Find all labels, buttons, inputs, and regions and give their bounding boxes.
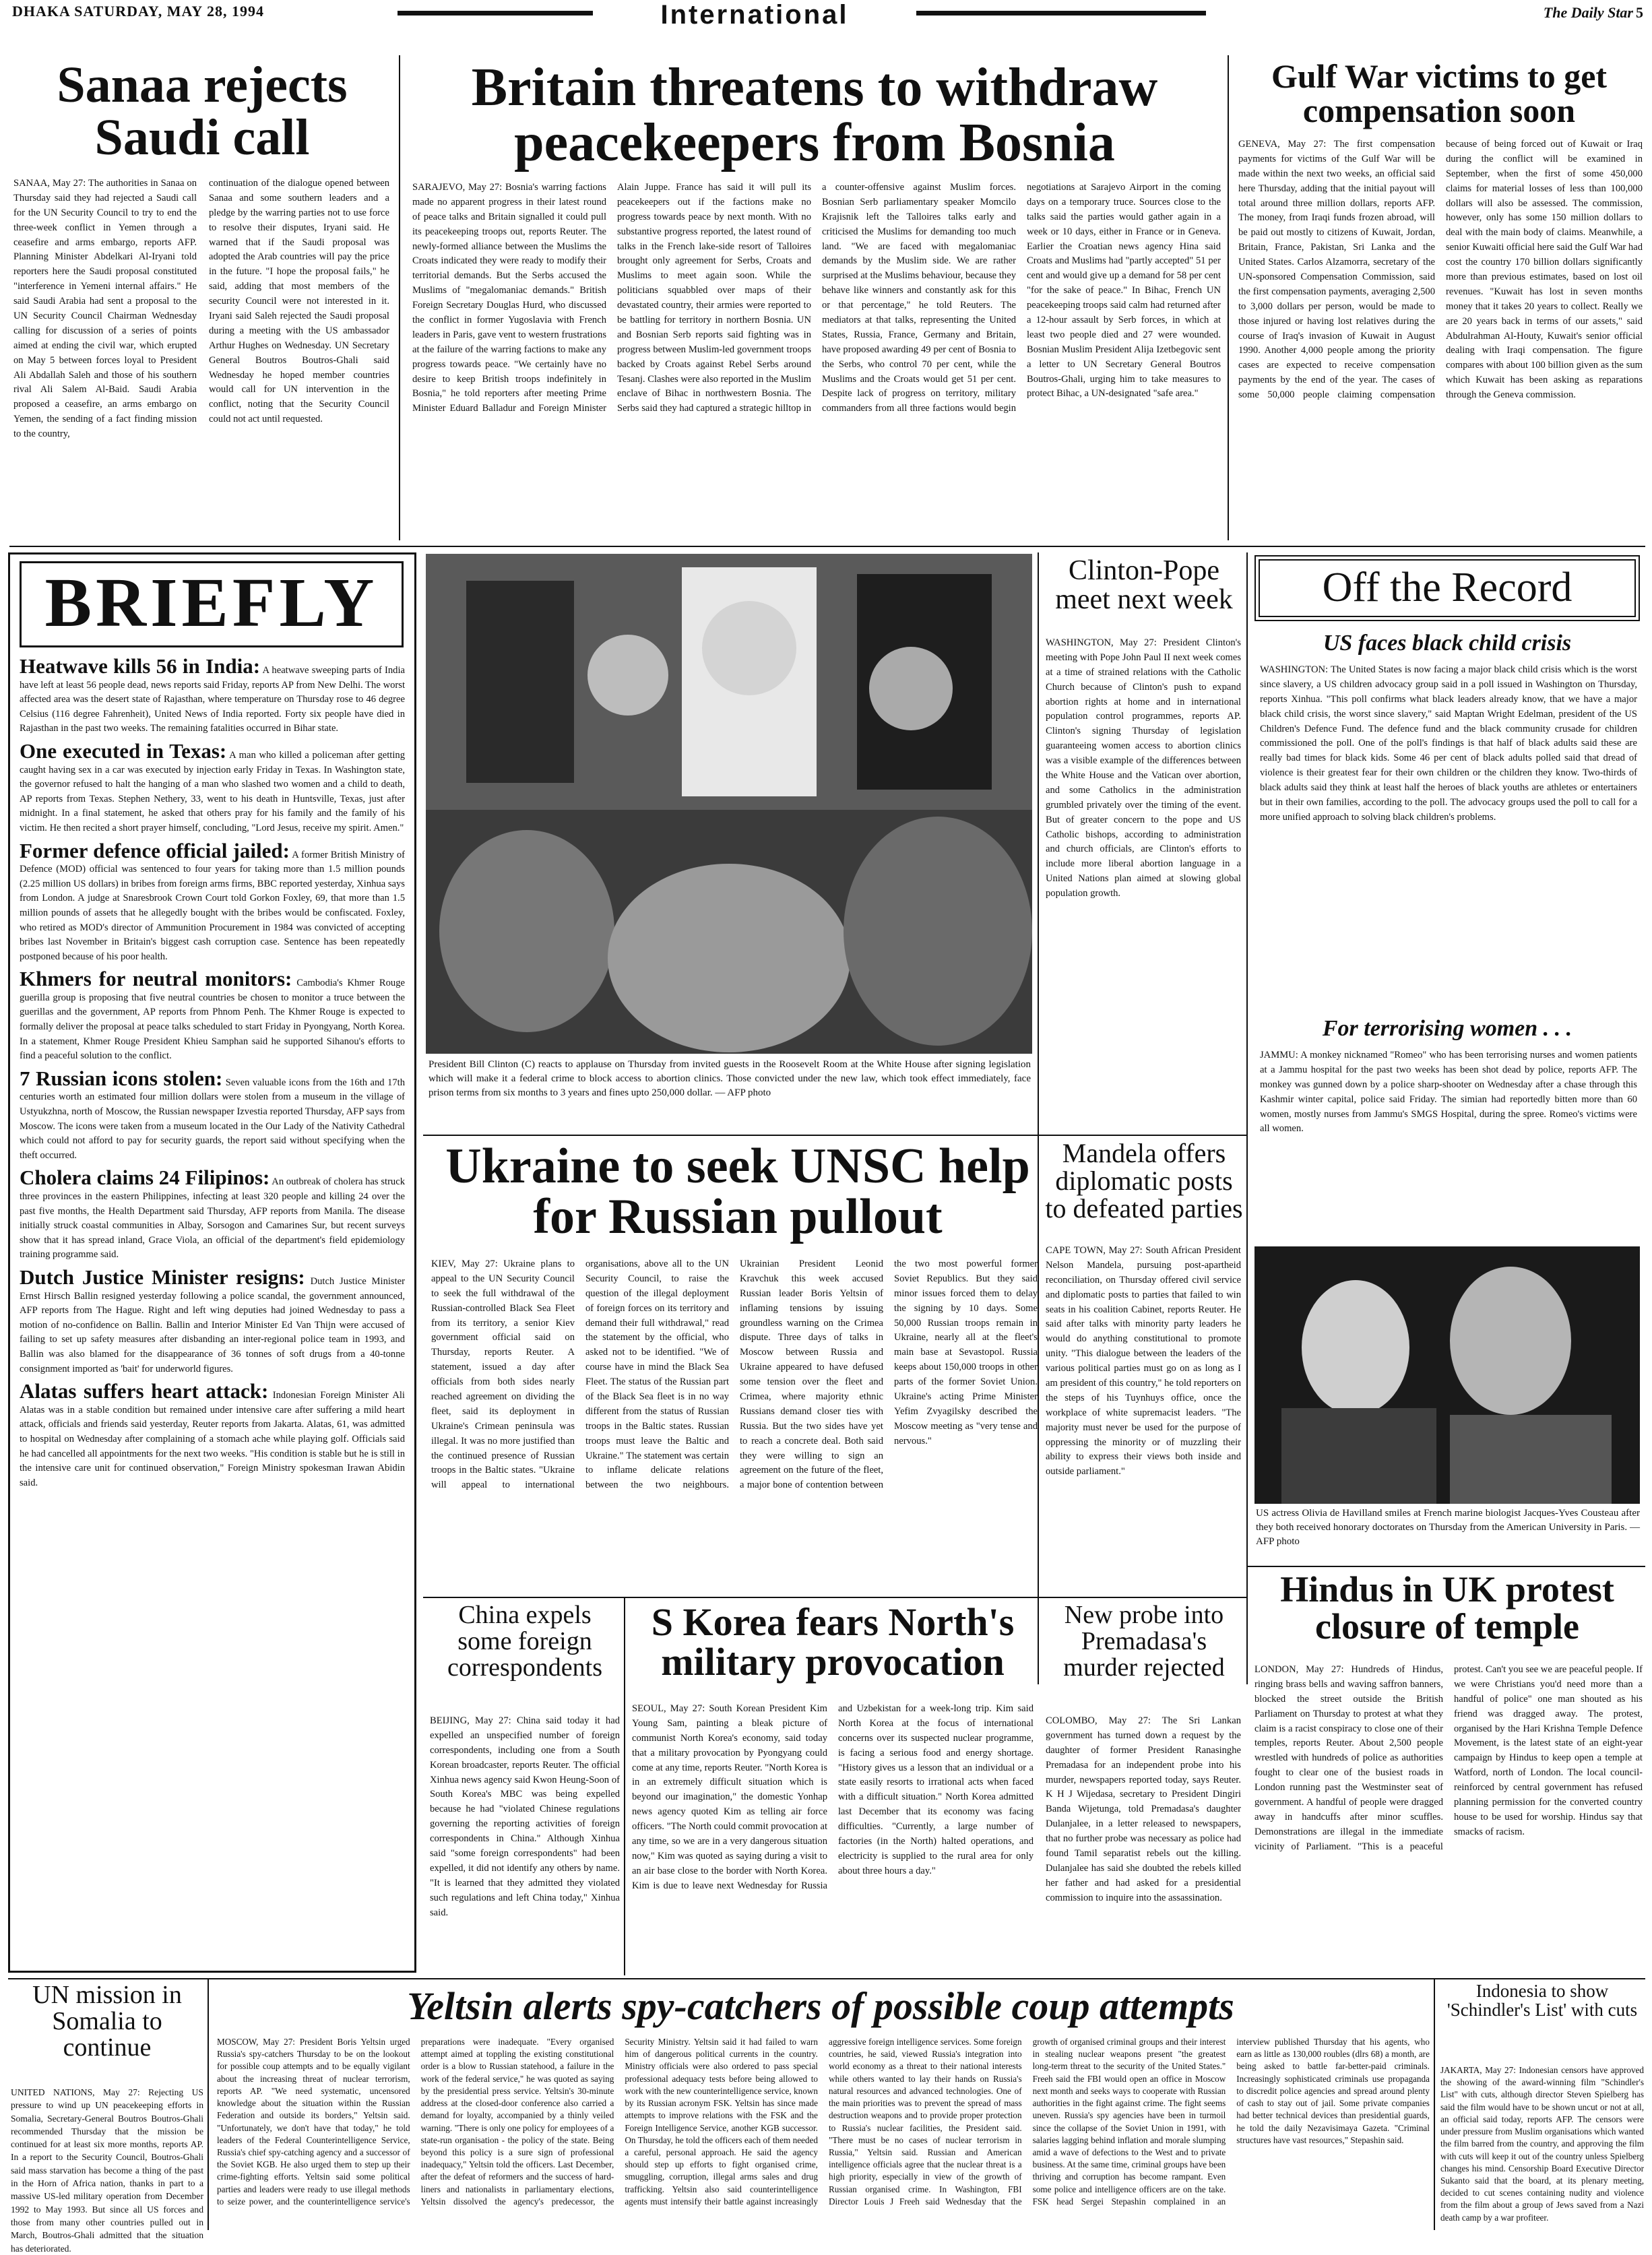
brief-item [20, 656, 405, 736]
brief-text: Seven valuable icons from the 16th and 17th centuries worth an estimated four million dollars were stolen from a museum in the village of Ustyukzhna, north of Moscow, the Russian newspaper Izvestia reported Thursday, AFP says from Moscow. The icons were taken from a museum located in the Our Lady of the Nativity Cathedral which could not afford to pay for security guards, the report said without specifying when the theft occurred. [20, 1077, 405, 1161]
column-rule [624, 1598, 625, 1975]
brief-item [20, 1167, 405, 1263]
sanaa-col1: SANAA, May 27: The authorities in Sanaa on Thursday said they had rejected a Saudi call for the UN Security Council to try to end the three-week conflict in Yemen through a ceasefire and arms embargo, reports AFP. Planning Minister Abdelkari Al-Iryani told reporters here the Saudi proposal constituted "interference in Yemeni internal affairs." He said Saudi Arabia had sent a proposal to the UN Security Council Chairman Wednesday calling for discussion of a series of points aimed at ending the civil war, which erupted on May 5 between forces loyal to President Ali Abdallah Saleh and those of his southern rival Ali Salem Al-Baid. Saudi Arabia proposed a ceasefire, an arms embargo on Yemen, the sending of a fact finding mission to the country, [13, 178, 197, 440]
masthead: The Daily Star [1543, 4, 1633, 21]
china-body: BEIJING, May 27: China said today it had expelled an unspecified number of foreign correspondents, including one from a South Korean broadcaster, reports Reuter. The official Xinhua news agency said Kwon Heung-Soon of South Korea's MBC was being expelled because he had "violated Chinese regulations governing the reporting activities of foreign correspondents in China." Although Xinhua said "some foreign correspondents" had been expelled, it did not identify any others by name. "It is learned that they admitted they violated such regulations and left China today," Xinhua said. [430, 1715, 620, 1918]
column-rule [1038, 552, 1039, 1684]
brief-text: A man who killed a policeman after getting caught having sex in a car was executed by injection early Friday in Texas. In Washington state, the governor refused to halt the hanging of a man who slashed two women and a child to death, AP reports from Texas. Stephen Nethery, 33, went to his death in Huntsville, Texas, just after midnight. In a final statement, he asked that others pray for his family and the family of his victim. He then recited a short prayer himself, concluding, "Lord Jesus, receive my spirit. Amen." [20, 749, 406, 833]
sanaa-col2: continuation of the dialogue opened between Sanaa and some southern leaders and a pledge by the warring parties not to use force to resolve their disputes, Iryani said. He warned that if the Saudi proposal was adopted the Arab countries will pay the price in the future. "I hope the proposal fails," he said, adding that most members of the security Council were not interested in it. Iryani said Saleh rejected the Saudi proposal during a meeting with the US ambassador Arthur Hughes on Wednesday. UN Secretary General Boutros Boutros-Ghali said Wednesday he hoped member countries would call for UN intervention in the conflict, noting that the Security Council could not act until requested. [209, 178, 389, 425]
column-rule [1434, 1979, 1435, 2230]
ukraine-headline: Ukraine to seek UNSC help for Russian pullout [445, 1139, 1030, 1245]
brief-text: Cambodia's Khmer Rouge guerilla group is proposing that five neutral countries be chosen to monitor a truce between the guerillas and the government, AP reports from Phnom Penh. The Khmer Rouge is expected to formally deliver the proposal at peace talks scheduled to start Friday in Pyongyang, North Korea. In a statement, Khmer Rouge President Khieu Samphan said he supported Sihanou's efforts to find a peaceful solution to the conflict. [20, 978, 405, 1062]
mandela-body: CAPE TOWN, May 27: South African President Nelson Mandela, pursuing post-apartheid reconciliation, on Thursday offered civil service and diplomatic posts to parties that failed to win seats in his coalition Cabinet, reports Reuter. He said after talks with minority party leaders he would do anything constitutional to promote unity. "This dialogue between the leaders of the various political parties must go on as long as I am president of this country," he told reporters on the steps of his Tuynhuys office, once the workplace of white supremacist leaders. "The majority must never be used for the purpose of oppressing the minority or of muzzling their ability to express their views both inside and outside parliament." [1046, 1245, 1241, 1478]
brief-item [20, 840, 405, 965]
otr-headline-1: US faces black child crisis [1323, 631, 1572, 656]
row-rule [423, 1135, 1246, 1136]
premadasa-body: COLOMBO, May 27: The Sri Lankan government has turned down a request by the daughter of former President Ranasinghe Premadasa for an independent probe into his murder, newspapers reported today, says Reuter. K H J Wijedasa, secretary to President Dingiri Banda Wijetunga, told Premadasa's daughter Dulanjalee, in a letter released to newspapers, that no further probe was necessary as police had found Tamil separatist rebels out the killing. Dulanjalee has said she doubted the rebels killed her father and had asked for a presidential commission to inquire into the assassination. [1046, 1715, 1241, 1903]
yeltsin-headline: Yeltsin alerts spy-catchers of possible coup attempts [407, 1984, 1234, 2028]
row-rule [8, 1978, 1645, 1979]
gulf-headline: Gulf War victims to get compensation soon [1271, 57, 1608, 129]
page-dateline: DHAKA SATURDAY, MAY 28, 1994 [12, 3, 264, 20]
column-rule [1228, 55, 1229, 540]
brief-item [20, 1267, 405, 1376]
bosnia-body: SARAJEVO, May 27: Bosnia's warring factions made no apparent progress in their latest round of peace talks and Britain signalled it could pull its peacekeeping troops out, reports Reuter. The newly-formed alliance between the Muslims the Croats indicated they were ready to modify their territorial demands. But the Serbs accused the Muslims of "megalomaniac demands." British Foreign Secretary Douglas Hurd, who discussed the conflict in former Yugoslavia with French leaders in Paris, gave vent to western frustrations at the failure of the warring factions to make any progress towards peace. "We certainly have no desire to keep British troops indefinitely in Bosnia," he told reporters after meeting Prime Minister Eduard Balladur and Foreign Minister Alain Juppe. France has said it will pull its peacekeepers out if the factions make no progress towards peace by next month. With no substantive progress reported, the latest round of talks in the French lake-side resort of Talloires brought only agreement for Serbs, Croats and Muslims to meet again soon. While the politicians squabbled over maps of their devastated country, their armies were reported to be battling for territory in northern Bosnia. UN and Bosnian Serb reports said fighting was in progress between Muslim-led government troops backed by Croats against Rebel Serbs around Tesanj. Clashes were also reported in the Muslim enclave of Bihac in northwestern Bosnia. The Serbs said they had captured a strategic hilltop in a counter-offensive against Muslim forces. Bosnian Serb parliamentary speaker Momcilo Krajisnik left the Talloires talks early and criticised the Muslims for demanding too much land. "We are faced with megalomaniac demands by the Muslim side. We are rather surprised at the Muslims behaviour, because they behave like winners and constantly ask for this or that percentage," he told Reuters. The mediators at that talks, representing the United States, Russia, France, Germany and Britain, have proposed awarding 49 per cent of Bosnia to the Serbs, who control 70 per cent, while the Muslims and the Croats would get 51 per cent. Despite lack of progress on territory, military commanders from all three factions would begin negotiations at Sarajevo Airport in the coming days on a temporary truce. Sources close to the talks said the parties would gather again in a week or 10 days, either in France or in Geneva. Earlier the Croatian news agency Hina said Croats and Muslims had "partly accepted" 51 per cent and would give up a demand for 58 per cent "for the sake of peace." In Bihac, French UN peacekeeping troops said calm had returned after a 12-hour assault by Serb forces, in which at least two people died and 27 were wounded. Bosnian Muslim President Alija Izetbegovic sent a letter to UN Secretary General Boutros Boutros-Ghali, urging him to take measures to protect Bihac, a UN-designated "safe area." [412, 182, 1221, 414]
off-the-record [1254, 555, 1645, 1242]
premadasa-headline: New probe into Premadasa's murder rejected [1063, 1601, 1225, 1682]
page-number: 5 [1636, 4, 1644, 21]
brief-text: Indonesian Foreign Minister Ali Alatas was in a stable condition but remained under intensive care after suffering a mild heart attack, officials and friends said yesterday, Reuter reports from Jakarta. Alatas, 61, was admitted to hospital on Wednesday after complaining of a stomach ache while playing golf. Officials said he had cancelled all appointments for the next two weeks. "His condition is stable but he is still in the intensive care unit for continued observation," Foreign Ministry spokesman Irawan Abidin said. [20, 1390, 405, 1488]
hindus-headline: Hindus in UK protest closure of temple [1280, 1569, 1614, 1647]
brief-heading: Dutch Justice Minister resigns: [20, 1265, 305, 1289]
hindus-body: LONDON, May 27: Hundreds of Hindus, ringing brass bells and waving saffron banners, blocked the street outside the British Parliament on Thursday to protest at what they claim is a racist conspiracy to close one of their temples, reports Reuter. About 2,500 people wrestled with hundreds of police as authorities fought to clear one of the busiest roads in London running past the Westminster seat of government. A handful of people were dragged away in handcuffs after minor scuffles. Demonstrations are illegal in the immediate vicinity of Parliament. "This is a peaceful protest. Can't you see we are peaceful people. If we were Christians you'd need more than a handful of police" one man shouted as his friend was dragged away. The protest, organised by the Hari Krishna Temple Defence Movement, is the latest state of an eight-year campaign by Hindus to keep open a temple at Watford, north of London. The local council-reinforced by central government has refused planning permission for the converted country house to be used for worship. Hindus say that smacks of racism. [1254, 1664, 1643, 1852]
clinton-photo [426, 554, 1032, 1054]
otr-body-2: JAMMU: A monkey nicknamed "Romeo" who has been terrorising nurses and women patients at a Jammu hospital for the past two weeks has been shot dead by police, reports AFP. The monkey was gunned down by a police sharp-shooter on Wednesday after a chase through this Kashmir winter capital, police said Friday. The simian had reportedly bitten more than 60 women, mostly nurses from Jammu's SMGS Hospital, during the spree. Romeo's victims were all women. [1260, 1050, 1637, 1135]
ukraine-body: KIEV, May 27: Ukraine plans to appeal to the UN Security Council to seek the full withdrawal of the Russian-controlled Black Sea Fleet from its territory, a senior Kiev government official said on Thursday, reports Reuter. A statement, issued a day after officials from both sides nearly reached agreement on dividing the fleet, said its deployment in Ukraine's Crimean peninsula was illegal. It was no more justified than the continued presence of Russian troops in the Baltic states. "Ukraine will appeal to international organisations, above all to the UN Security Council, to raise the question of the illegal deployment of foreign forces on its territory and demand their full withdrawal," read the statement by the official, who asked not to be identified. "We of course have in mind the Black Sea Fleet. The status of the Russian part of the Black Sea fleet is in no way different from the status of Russian troops in the Baltic states. Russian troops must leave the Baltic and Ukraine." The statement was certain to inflame delicate relations between the two neighbours. Ukrainian President Leonid Kravchuk this week accused Russian leader Boris Yeltsin of inflaming tensions by issuing groundless warning on the Crimea dispute. Three days of talks in Moscow between Russia and Ukraine appeared to have defused some tension over the fleet and Crimea, where majority ethnic Russians demand closer ties with Russia. But the two sides have yet to reach a concrete deal. Both said they were willing to sign an agreement on the future of the fleet, a major bone of contention between the two most powerful former Soviet Republics. But they said minor issues forced them to delay the signing by 10 days. Some 50,000 Russian troops remain in Ukraine, nearly all at the fleet's main base at Sevastopol. Russia keeps about 150,000 troops in other parts of the former Soviet Union. Ukraine's acting Prime Minister Yefim Zvyagilsky described the Moscow meeting as "very tense and nervous." [431, 1259, 1038, 1491]
column-rule [1246, 552, 1248, 1684]
brief-text: A former British Ministry of Defence (MOD) official was sentenced to four years for taking more than 1.5 million pounds (2.25 million US dollars) in bribes from foreign arms firms, BBC reported yesterday, Xinhua says from London. A judge at Snaresbrook Crown Court told Gorkon Foxley, 69, that more than 1.5 million pounds of assets that he allegedly bought with the bribes would be confiscated. Foxley, who retired as MOD's director of Ammunition Procurement in 1984 was convicted of accepting bribes last November in Britain's biggest cash corruption case. Sentence has been repeatedly postponed because of his poor health. [20, 849, 406, 962]
mandela-headline: Mandela offers diplomatic posts to defeated parties [1045, 1138, 1243, 1224]
brief-heading: Cholera claims 24 Filipinos: [20, 1166, 270, 1190]
brief-heading: Khmers for neutral monitors: [20, 967, 292, 991]
briefly-banner: BRIEFLY [20, 561, 404, 647]
clinton-photo-shapes [426, 554, 1032, 1054]
otr-body-1: WASHINGTON: The United States is now facing a major black child crisis which is the worst since slavery, a US children advocacy group said in a poll issued in Washington on Thursday, reports Xinhua. "This poll confirms what black leaders already know, that we have a major black child crisis, the worst since slavery," said Maptan Wright Edelman, president of the US Children's Defence Fund. The defence fund and the black community crusade for children commissioned the poll. One of the poll's findings is that half of black adults said these are really bad times for black kids. Some 46 per cent of black adults polled said that dread of violence is their greatest fear for their own children or the children they know. Two-thirds of black adults said they think at least half the heroes of black youths are athletes or entertainers but in their own families, according to the poll. The advocacy groups used the poll to call for a more unified approach to solving black children's problems. [1260, 664, 1637, 823]
havilland-photo-caption: US actress Olivia de Havilland smiles at French marine biologist Jacques-Yves Cousteau after they both received honorary doctorates on Thursday from the American University in Paris. — AFP photo [1256, 1508, 1640, 1547]
column-rule [208, 1979, 209, 2230]
bosnia-headline: Britain threatens to withdraw peacekeepers from Bosnia [471, 58, 1158, 172]
pope-headline: Clinton-Pope meet next week [1055, 555, 1233, 615]
brief-text: An outbreak of cholera has struck three provinces in the eastern Philippines, infecting at least 320 people and killing 24 over the past five months, the Health Department said Thursday, AFP reports from Manila. The disease initially struck coastal communities in Albay, Sorsogon and Camarines Sur, but recent surveys show that it has spread inland, Grace Viola, an official of the department's field epidemiology training programme said. [20, 1176, 405, 1261]
pope-body: WASHINGTON, May 27: President Clinton's meeting with Pope John Paul II next week comes at a time of strained relations with the Catholic Church because of Clinton's push to expand abortion rights at home and in international population control programmes, reports AP. Clinton's signing Thursday of legislation guaranteeing women access to abortion clinics was a visible example of the differences between the White House and the Vatican over abortion, and some Catholics in the administration grumbled privately over the timing of the event. But of greater concern to the pope and US Catholic bishops, according to administration and church officials, are Clinton's efforts to include more liberal abortion language in a United Nations plan aimed at slowing global population growth. [1046, 637, 1241, 899]
schindler-body: JAKARTA, May 27: Indonesian censors have approved the showing of the award-winning film "Schindler's List" with cuts, although director Steven Spielberg has said the film would have to be shown uncut or not at all, an official said today, reports AFP. The censors were under pressure from Muslim organisations which wanted the film barred from the country, and approving the film with cuts will keep it out of the country unless Spielberg changes his mind. Censorship Board Executive Director Sukanto said that the board, at its plenary meeting, decided to cut scenes containing nudity and violence from the film about a group of Jews saved from a Nazi death camp by a war profiteer. [1440, 2065, 1644, 2223]
brief-heading: Heatwave kills 56 in India: [20, 654, 261, 678]
brief-heading: Former defence official jailed: [20, 838, 290, 862]
brief-heading: Alatas suffers heart attack: [20, 1379, 269, 1403]
somalia-headline: UN mission in Somalia to continue [32, 1981, 182, 2062]
korea-headline: S Korea fears North's military provocation [651, 1600, 1015, 1684]
brief-item [20, 740, 405, 836]
brief-heading: One executed in Texas: [20, 738, 227, 763]
brief-item [20, 968, 405, 1064]
havilland-photo-shapes [1254, 1246, 1640, 1504]
briefly-box [8, 552, 416, 1973]
column-rule [399, 55, 400, 540]
brief-heading: 7 Russian icons stolen: [20, 1066, 223, 1090]
otr-headline-2: For terrorising women . . . [1322, 1016, 1572, 1041]
row-rule [423, 1597, 1246, 1598]
clinton-photo-caption: President Bill Clinton (C) reacts to applause on Thursday from invited guests in the Roosevelt Room at the White House after signing legislation which will make it a federal crime to block access to abortion clinics. Those convicted under the new law, which took effect immediately, face prison terms from six months to 3 years and fines upto 250,000 dollar. — AFP photo [428, 1059, 1031, 1098]
brief-text: Dutch Justice Minister Ernst Hirsch Ballin resigned yesterday following a police scandal, the government announced, AFP reports from The Hague. Right and left wing deputies had joined Wednesday to pass a motion of no-confidence on Ballin. Ballin and Interior Minister Ed Van Thijn were accused of failing to set up safety measures after disbanding an inter-regional police team in 1993, and Ballin was also blamed for the disappearance of 36 tonnes of soft drugs from a 40-tonne consignment imported as 'bait' for underworld figures. [20, 1275, 405, 1374]
brief-item [20, 1068, 405, 1164]
briefly-list [20, 656, 405, 1969]
sanaa-headline: Sanaa rejects Saudi call [57, 57, 348, 166]
row-rule [9, 546, 1645, 547]
row-rule [1248, 1566, 1645, 1567]
china-headline: China expels some foreign correspondents [447, 1601, 603, 1682]
gulf-body: GENEVA, May 27: The first compensation payments for victims of the Gulf War will be made within the next two weeks, an official said here Thursday, adding that the initial payout will total around three million dollars, reports AFP. The money, from Iraqi funds frozen abroad, will be paid out mostly to citizens of Kuwait, Jordan, Britain, France, Pakistan, Sri Lanka and the United States. Carlos Alzamorra, secretary of the UN-sponsored Compensation Commission, said the first compensation payments, averaging 2,500 to 3,000 dollars per person, would be made to those injured or having lost relatives during the course of Iraq's invasion of Kuwait in August 1990. Another 4,000 people among the priority cases are expected to receive compensation payments by the end of the year. The cases of some 50,000 people claiming compensation because of being forced out of Kuwait or Iraq during the conflict will be examined in September, when the first of some 450,000 claims for material losses of less than 100,000 dollars will also be assessed. The commission, however, only has some 150 million dollars to deal with the main body of claims. Meanwhile, a senior Kuwaiti official here said the Gulf War had cost the country 170 billion dollars significantly more than previous estimates, based on lost oil revenues. "Kuwait has lost in seven months money that it takes 20 years to collect. Really we are 20 years back in terms of our assets," said Abdulrahman Al-Houty, Kuwait's senior official dealing with Iraqi compensation. The figure compares with about 100 billion given as the sum which Kuwait has been asking as reparations through the Geneva commission. [1238, 139, 1643, 401]
yeltsin-body: MOSCOW, May 27: President Boris Yeltsin urged Russia's spy-catchers Thursday to be on the lookout for possible coup attempts and to be equally vigilant about the increasing threat of nuclear terrorism, reports AP. "We need systematic, uncensored knowledge about the situation within the Russian Federation and outside its borders," Yeltsin said. "Unfortunately, we don't have that today," he told leaders of the Federal Counterintelligence Service, Russia's chief spy-catching agency and a successor of the Soviet KGB. He also urged them to step up their crime-fighting efforts. Yeltsin said some political parties and leaders were ready to use illegal methods to seize power, and the counterintelligence service's preparations were inadequate. "Every organised attempt aimed at toppling the existing constitutional order is a blow to Russian statehood, a failure in the work of the federal service," he was quoted as saying by the presidential press service. Yeltsin's 30-minute address at the closed-door conference also carried a demand for loyalty, accompanied by a thinly veiled warning. "There is only one policy for employees of a state-run organisation - the policy of the state. Being beyond this policy is a sure sign of professional inadequacy," Yeltsin told the officers. Last December, after the defeat of reformers and the success of hard-liners and nationalists in parliamentary elections, Yeltsin dissolved the agency's predecessor, the Security Ministry. Yeltsin said it had failed to warn him of dangerous political currents in the country. Ministry officials were also ordered to pass special professional adequacy tests before being allowed to work with the new counterintelligence service, known by its Russian acronym FSK. Yeltsin has since made attempts to improve relations with the FSK and the Foreign Intelligence Service, another KGB successor. On Thursday, he told the officers each of them needed a careful, personal approach. He said the agency should step up efforts to fight organised crime, smuggling, corruption, illegal arms sales and drug trafficking. Yeltsin also said counterintelligence agents must intensify their battle against increasingly aggressive foreign intelligence services. Some foreign countries, he said, viewed Russia's integration into world economy as a threat to their national interests while others wanted to lay their hands on Russia's natural resources and advanced technologies. One of the main priorities was to prevent the spread of mass destruction weapons and to provide proper protection to Russia's nuclear facilities, the President said. "There must be no cases of nuclear terrorism in Russia," Yeltsin said. Russian and American intelligence officials agree that the nuclear threat is a high priority, especially in view of the growth of Russian organised crime. In Washington, FBI Director Louis J Freeh said Wednesday that the growth of organised criminal groups and their interest in stealing nuclear weapons present "the greatest long-term threat to the security of the United States." Freeh said the FBI would open an office in Moscow next month and seeks ways to cooperate with Russian authorities in the fight against crime. The fight seems uneven. Russia's spy agencies have been in turmoil since the collapse of the Soviet Union in 1991, with salaries lagging behind inflation and morale slumping amid a wave of defections to the West and to private business. At the same time, criminal groups have been thriving and corruption has become rampant. Even some police and intelligence officers are on the take. FSK head Sergei Stepashin complained in an interview published Thursday that his agents, who earn as little as 130,000 roubles (dlrs 68) a month, are being asked to battle far-better-paid criminals. Increasingly sophisticated criminals use propaganda to discredit police agencies and spread around plenty of cash to stay out of jail. Some private companies had better technical devices than presidential guards, he told the daily Nezavisimaya Gazeta. "Criminal structures have vast resources," Stepashin said. [217, 2037, 1430, 2206]
section-title: International [593, 0, 916, 30]
schindler-headline: Indonesia to show 'Schindler's List' with cuts [1447, 1981, 1638, 2020]
brief-text: A heatwave sweeping parts of India have left at least 56 people dead, news reports said Friday, reports AP from New Delhi. The worst affected area was the desert state of Rajasthan, where temperature on Thursday rose to 46 degree Celsius (116 degree Fahrenheit), United News of India reported. Forty six people have died in Rajasthan in the past two weeks. The remaining fatalities occurred in Bihar state. [20, 665, 405, 734]
havilland-photo [1254, 1246, 1640, 1504]
otr-banner: Off the Record [1254, 555, 1640, 621]
korea-body: SEOUL, May 27: South Korean President Kim Young Sam, painting a bleak picture of communist North Korea's economy, said today that a military provocation by Pyongyang could come at any time, reports Reuter. "North Korea is in an extremely difficult situation which is beyond our imagination," the domestic Yonhap news agency quoted Kim as telling air force officers. "The North could commit provocation at any time, so we are in a very dangerous situation now," Kim was quoted as saying during a visit to an air base close to the border with North Korea. Kim is due to leave next Wednesday for Russia and Uzbekistan for a week-long trip. Kim said North Korea at the focus of international concerns over its suspected nuclear programme, is facing a serious food and energy shortage. "History gives us a lesson that an individual or a state easily resorts to irrational acts when faced with a difficult situation." North Korea admitted last December that its economy was facing difficulties. "Currently, a large number of factories (in the North) halted operations, and electricity is supplied to the rural area for only about three hours a day." [632, 1703, 1034, 1891]
brief-item [20, 1380, 405, 1490]
masthead-block [1482, 4, 1644, 26]
somalia-body: UNITED NATIONS, May 27: Rejecting US pressure to wind up UN peacekeeping efforts in Somalia, Secretary-General Boutros Boutros-Ghali recommended Thursday that the mission be continued for at least six more months, reports AP. In a report to the Security Council, Boutros-Ghali said mass starvation has become a thing of the past in the Horn of Africa nation, thanks in part to a massive US-led military operation from December 1992 to May 1993. But since all US forces and those from many other countries pulled out in March, Boutros-Ghali admitted that the situation has deteriorated. [11, 2087, 203, 2254]
